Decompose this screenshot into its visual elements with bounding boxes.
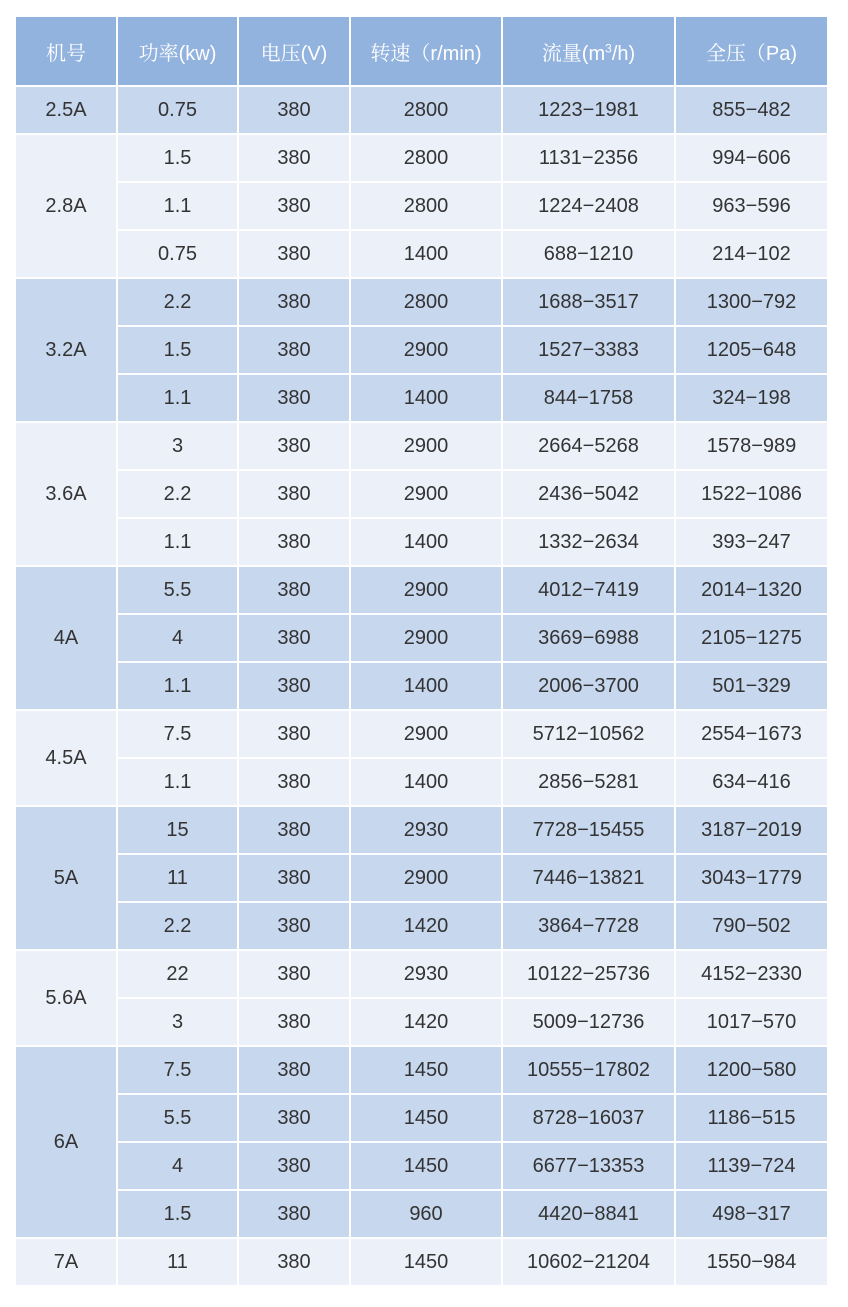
flow-cell: 1131−2356 [503,135,674,181]
speed-cell: 1400 [351,759,501,805]
flow-cell: 10602−21204 [503,1239,674,1285]
speed-cell: 1450 [351,1047,501,1093]
model-cell: 6A [16,1047,116,1237]
power-cell: 1.1 [118,759,237,805]
flow-cell: 2856−5281 [503,759,674,805]
table-row [16,1191,827,1237]
speed-cell: 1450 [351,1143,501,1189]
power-cell: 1.1 [118,375,237,421]
voltage-cell: 380 [239,855,349,901]
voltage-cell: 380 [239,375,349,421]
voltage-cell: 380 [239,519,349,565]
flow-cell: 4420−8841 [503,1191,674,1237]
pressure-cell: 501−329 [676,663,827,709]
model-cell: 2.5A [16,87,116,133]
flow-cell: 7446−13821 [503,855,674,901]
pressure-cell: 498−317 [676,1191,827,1237]
voltage-cell: 380 [239,759,349,805]
table-row [16,183,827,229]
table-row [16,1047,827,1093]
model-cell: 7A [16,1239,116,1285]
power-cell: 15 [118,807,237,853]
pressure-cell: 790−502 [676,903,827,949]
voltage-cell: 380 [239,903,349,949]
header-pressure: 全压（Pa) [676,17,827,85]
power-cell: 1.5 [118,1191,237,1237]
flow-cell: 1688−3517 [503,279,674,325]
voltage-cell: 380 [239,1191,349,1237]
table-row [16,327,827,373]
speed-cell: 1400 [351,375,501,421]
speed-cell: 2900 [351,471,501,517]
flow-cell: 688−1210 [503,231,674,277]
speed-cell: 1420 [351,903,501,949]
model-cell: 4.5A [16,711,116,805]
header-power: 功率(kw) [118,17,237,85]
table-row [16,87,827,133]
flow-cell: 4012−7419 [503,567,674,613]
header-flow-pre: 流量(m [541,42,606,65]
voltage-cell: 380 [239,327,349,373]
voltage-cell: 380 [239,1239,349,1285]
power-cell: 4 [118,615,237,661]
pressure-cell: 634−416 [676,759,827,805]
pressure-cell: 214−102 [676,231,827,277]
speed-cell: 960 [351,1191,501,1237]
speed-cell: 1450 [351,1239,501,1285]
header-row [16,17,827,85]
pressure-cell: 324−198 [676,375,827,421]
speed-cell: 2900 [351,327,501,373]
pressure-cell: 4152−2330 [676,951,827,997]
flow-cell: 2006−3700 [503,663,674,709]
flow-cell: 10555−17802 [503,1047,674,1093]
power-cell: 7.5 [118,711,237,757]
flow-cell: 3669−6988 [503,615,674,661]
flow-cell: 1224−2408 [503,183,674,229]
table-body [16,87,827,1285]
speed-cell: 2900 [351,567,501,613]
flow-cell: 1527−3383 [503,327,674,373]
power-cell: 7.5 [118,1047,237,1093]
table-row [16,711,827,757]
voltage-cell: 380 [239,423,349,469]
header-speed: 转速（r/min) [351,17,501,85]
voltage-cell: 380 [239,711,349,757]
speed-cell: 2800 [351,183,501,229]
table-row [16,1239,827,1285]
pressure-cell: 2554−1673 [676,711,827,757]
model-cell: 4A [16,567,116,709]
power-cell: 11 [118,855,237,901]
fan-spec-table [14,15,829,1287]
flow-cell: 2436−5042 [503,471,674,517]
speed-cell: 2900 [351,855,501,901]
power-cell: 4 [118,1143,237,1189]
speed-cell: 1400 [351,231,501,277]
voltage-cell: 380 [239,87,349,133]
voltage-cell: 380 [239,951,349,997]
table-row [16,999,827,1045]
table-row [16,279,827,325]
speed-cell: 2900 [351,711,501,757]
speed-cell: 2800 [351,87,501,133]
power-cell: 1.5 [118,327,237,373]
voltage-cell: 380 [239,183,349,229]
speed-cell: 1450 [351,1095,501,1141]
voltage-cell: 380 [239,1047,349,1093]
voltage-cell: 380 [239,807,349,853]
table-row [16,519,827,565]
power-cell: 5.5 [118,1095,237,1141]
pressure-cell: 855−482 [676,87,827,133]
flow-cell: 3864−7728 [503,903,674,949]
flow-cell: 10122−25736 [503,951,674,997]
speed-cell: 2930 [351,807,501,853]
speed-cell: 2900 [351,615,501,661]
table-row [16,759,827,805]
header-model: 机号 [16,17,116,85]
power-cell: 2.2 [118,471,237,517]
power-cell: 2.2 [118,279,237,325]
power-cell: 1.1 [118,183,237,229]
pressure-cell: 2105−1275 [676,615,827,661]
pressure-cell: 994−606 [676,135,827,181]
speed-cell: 1420 [351,999,501,1045]
header-flow [503,17,674,85]
table-row [16,615,827,661]
voltage-cell: 380 [239,135,349,181]
flow-cell: 7728−15455 [503,807,674,853]
pressure-cell: 1522−1086 [676,471,827,517]
pressure-cell: 3187−2019 [676,807,827,853]
power-cell: 3 [118,999,237,1045]
header-flow-sup: 3 [605,40,612,55]
power-cell: 5.5 [118,567,237,613]
pressure-cell: 1139−724 [676,1143,827,1189]
table-row [16,471,827,517]
voltage-cell: 380 [239,231,349,277]
pressure-cell: 963−596 [676,183,827,229]
flow-cell: 5009−12736 [503,999,674,1045]
speed-cell: 2930 [351,951,501,997]
flow-cell: 1332−2634 [503,519,674,565]
table-row [16,375,827,421]
pressure-cell: 1205−648 [676,327,827,373]
table-row [16,1095,827,1141]
pressure-cell: 1186−515 [676,1095,827,1141]
power-cell: 2.2 [118,903,237,949]
power-cell: 1.1 [118,663,237,709]
voltage-cell: 380 [239,279,349,325]
power-cell: 1.1 [118,519,237,565]
pressure-cell: 1017−570 [676,999,827,1045]
flow-cell: 2664−5268 [503,423,674,469]
table-row [16,903,827,949]
pressure-cell: 1300−792 [676,279,827,325]
table-row [16,663,827,709]
power-cell: 22 [118,951,237,997]
table-row [16,135,827,181]
pressure-cell: 1550−984 [676,1239,827,1285]
power-cell: 0.75 [118,87,237,133]
speed-cell: 2800 [351,279,501,325]
voltage-cell: 380 [239,1095,349,1141]
model-cell: 3.6A [16,423,116,565]
pressure-cell: 2014−1320 [676,567,827,613]
model-cell: 2.8A [16,135,116,277]
voltage-cell: 380 [239,1143,349,1189]
voltage-cell: 380 [239,999,349,1045]
table-row [16,423,827,469]
speed-cell: 2900 [351,423,501,469]
pressure-cell: 393−247 [676,519,827,565]
header-flow-post: /h) [611,42,636,65]
power-cell: 0.75 [118,231,237,277]
voltage-cell: 380 [239,615,349,661]
pressure-cell: 1578−989 [676,423,827,469]
table-row [16,951,827,997]
power-cell: 11 [118,1239,237,1285]
flow-cell: 1223−1981 [503,87,674,133]
model-cell: 5A [16,807,116,949]
model-cell: 5.6A [16,951,116,1045]
flow-cell: 6677−13353 [503,1143,674,1189]
model-cell: 3.2A [16,279,116,421]
speed-cell: 2800 [351,135,501,181]
voltage-cell: 380 [239,663,349,709]
table-row [16,1143,827,1189]
pressure-cell: 1200−580 [676,1047,827,1093]
table-row [16,231,827,277]
flow-cell: 8728−16037 [503,1095,674,1141]
power-cell: 1.5 [118,135,237,181]
voltage-cell: 380 [239,567,349,613]
voltage-cell: 380 [239,471,349,517]
flow-cell: 844−1758 [503,375,674,421]
table-row [16,567,827,613]
speed-cell: 1400 [351,519,501,565]
table-row [16,855,827,901]
power-cell: 3 [118,423,237,469]
header-voltage: 电压(V) [239,17,349,85]
speed-cell: 1400 [351,663,501,709]
flow-cell: 5712−10562 [503,711,674,757]
pressure-cell: 3043−1779 [676,855,827,901]
table-row [16,807,827,853]
